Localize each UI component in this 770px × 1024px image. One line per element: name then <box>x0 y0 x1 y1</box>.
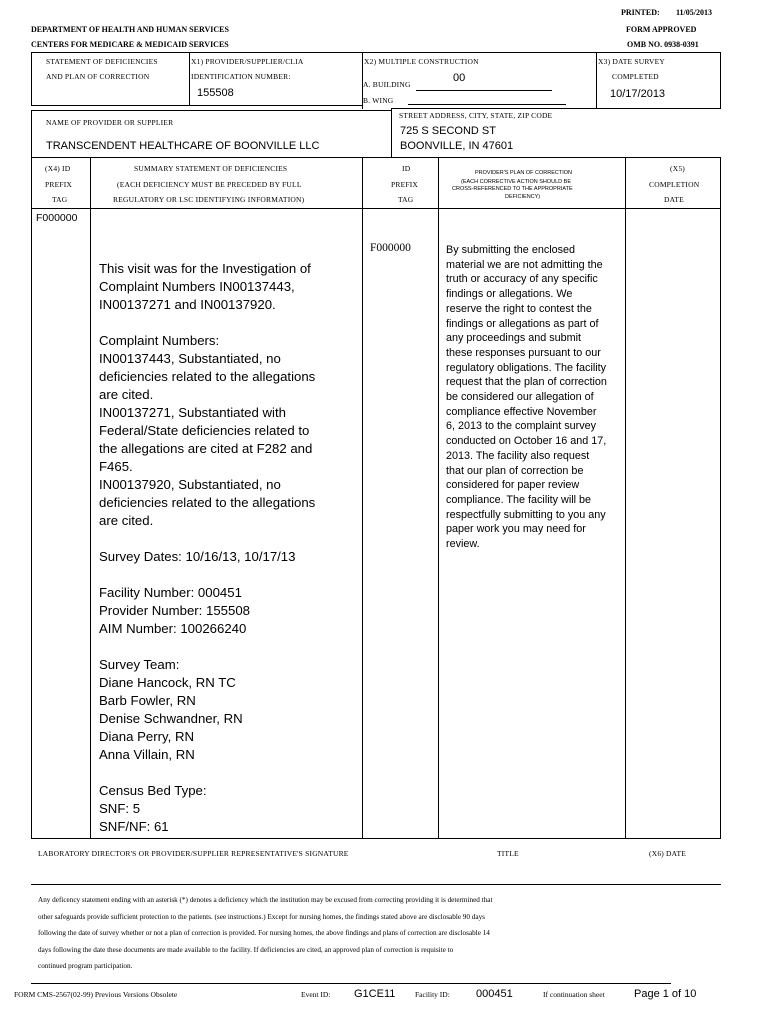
lab-director-label: LABORATORY DIRECTOR'S OR PROVIDER/SUPPLIER REPRESENTATIVE'S SIGNATURE <box>38 849 349 858</box>
printed-date: 11/05/2013 <box>676 8 713 17</box>
omb-number: OMB NO. 0938-0391 <box>627 40 699 49</box>
event-id-value: G1CE11 <box>354 988 396 1000</box>
x1-label-1: X1) PROVIDER/SUPPLIER/CLIA <box>191 57 304 66</box>
right-prefix-tag: F000000 <box>370 242 411 254</box>
x4-id-header: (X4) ID <box>45 164 71 173</box>
col-divider-3 <box>438 157 439 839</box>
provider-name-value: TRANSCENDENT HEALTHCARE OF BOONVILLE LLC <box>46 140 320 152</box>
plan-of-correction-text: By submitting the enclosed material we are not admitting the truth or accuracy of any specific findings or allegations. We reserve the right to contest the findings or allegations as part of any proceedings and submit these responses pursuant to our regulatory obligations. The facility request that the plan of correction be considered our allegation of compliance effective November 6, 2013 to the complaint survey conducted on October 16 and 17, 2013. The facility also request that our plan of correction be considered for paper review compliance. The facility will be respectfully submitting to you any paper work you may need for review. <box>446 244 607 551</box>
table-left-border <box>31 157 32 839</box>
deficiency-summary-text: This visit was for the Investigation of Complaint Numbers IN00137443, IN00137271 and IN00137920. Complaint Numbers: IN00137443, Substantiated, no deficiencies related to the allegations are cited. IN00137271, Substantiated with Federal/State deficiencies related to the allegations are cited at F282 and F465. IN00137920, Substantiated, no deficiencies related to the allegations are cited. Survey Dates: 10/16/13, 10/17/13 Facility Number: 000451 Provider Number: 155508 AIM Number: 100266240 Survey Team: Diane Hancock, RN TC Barb Fowler, RN Denise Schwandner, RN Diana Perry, RN Anna Villain, RN Census Bed Type: SNF: 5 SNF/NF: 61 <box>99 261 316 834</box>
divider-x3 <box>596 52 597 109</box>
table-right-border <box>720 157 721 839</box>
completion-header: COMPLETION <box>649 180 700 189</box>
right-border-top <box>720 52 721 109</box>
col-divider-1 <box>90 157 91 839</box>
prefix-header: PREFIX <box>45 180 73 189</box>
facility-id-value: 000451 <box>476 988 513 1000</box>
wing-label: B. WING <box>363 96 394 105</box>
provider-bottom-border <box>31 157 720 158</box>
x2-label: X2) MULTIPLE CONSTRUCTION <box>364 57 479 66</box>
continuation-label: If continuation sheet <box>543 990 605 999</box>
footnote-bottom-line <box>31 983 671 984</box>
provider-id-value: 155508 <box>197 87 234 99</box>
date-header: DATE <box>664 195 684 204</box>
left-prefix-tag: F000000 <box>36 212 78 224</box>
tag-header: TAG <box>52 195 68 204</box>
id-header: ID <box>402 164 411 173</box>
x1-label-2: IDENTIFICATION NUMBER: <box>191 72 291 81</box>
summary-header-1: SUMMARY STATEMENT OF DEFICIENCIES <box>134 164 288 173</box>
address-top-border <box>391 108 596 109</box>
provider-top-border-left <box>31 110 391 111</box>
event-id-label: Event ID: <box>301 990 331 999</box>
poc-header-4: DEFICIENCY) <box>505 194 541 200</box>
title-label: TITLE <box>497 849 519 858</box>
top-border <box>31 52 720 53</box>
address-line-2: BOONVILLE, IN 47601 <box>400 140 514 152</box>
x5-header: (X5) <box>670 164 685 173</box>
statement-label-2: AND PLAN OF CORRECTION <box>46 72 150 81</box>
facility-id-label: Facility ID: <box>415 990 450 999</box>
poc-header-3: CROSS-REFERENCED TO THE APPROPRIATE <box>452 186 573 192</box>
survey-date-value: 10/17/2013 <box>610 88 666 100</box>
prefix2-header: PREFIX <box>391 180 419 189</box>
centers-title: CENTERS FOR MEDICARE & MEDICAID SERVICES <box>31 40 229 49</box>
wing-underline <box>408 104 566 105</box>
building-underline <box>416 90 552 91</box>
box-bottom-left <box>31 105 362 106</box>
x3-label-2: COMPLETED <box>612 72 659 81</box>
tag2-header: TAG <box>398 195 414 204</box>
building-label: A. BUILDING <box>363 80 411 89</box>
table-bottom-border <box>31 838 720 839</box>
form-number: FORM CMS-2567(02-99) Previous Versions Obsolete <box>14 990 178 999</box>
provider-left-border <box>31 110 32 158</box>
page-number: Page 1 of 10 <box>634 988 697 1000</box>
summary-header-2: (EACH DEFICIENCY MUST BE PRECEDED BY FULL <box>117 180 302 189</box>
form-approved: FORM APPROVED <box>626 25 697 34</box>
date-box-bottom <box>596 108 721 109</box>
divider-x1 <box>189 52 190 106</box>
summary-header-3: REGULATORY OR LSC IDENTIFYING INFORMATION) <box>113 195 305 204</box>
department-title: DEPARTMENT OF HEALTH AND HUMAN SERVICES <box>31 25 229 34</box>
poc-header-2: (EACH CORRECTIVE ACTION SHOULD BE <box>461 179 572 185</box>
x6-date-label: (X6) DATE <box>649 849 687 858</box>
header-bottom-border <box>31 208 720 209</box>
provider-name-label: NAME OF PROVIDER OR SUPPLIER <box>46 118 174 127</box>
col-divider-4 <box>625 157 626 839</box>
statement-label-1: STATEMENT OF DEFICIENCIES <box>46 57 158 66</box>
x3-label-1: X3) DATE SURVEY <box>598 57 665 66</box>
provider-divider <box>391 108 392 158</box>
signature-bottom-line <box>31 884 721 885</box>
left-border-top <box>31 52 32 106</box>
poc-header-1: PROVIDER'S PLAN OF CORRECTION <box>475 170 573 176</box>
printed-label: PRINTED: <box>621 8 660 17</box>
address-line-1: 725 S SECOND ST <box>400 125 496 137</box>
col-divider-2 <box>362 157 363 839</box>
disclosure-footnote: Any deficency statement ending with an asterisk (*) denotes a deficiency which the institution may be excused from correcting providing it is determined that other safeguards provide sufficient protection to the patients. (see instructions.) Except for nursing homes, the findings stated above are disclosable 90 days following the date of survey whether or not a plan of correction is provided. For nursing homes, the above findings and plans of correction are disclosable 14 days following the date these documents are made available to the facility. If deficiencies are cited, an approved plan of correction is requisite to continued program participation. <box>38 896 493 970</box>
building-value: 00 <box>453 72 466 84</box>
address-label: STREET ADDRESS, CITY, STATE, ZIP CODE <box>399 111 553 120</box>
